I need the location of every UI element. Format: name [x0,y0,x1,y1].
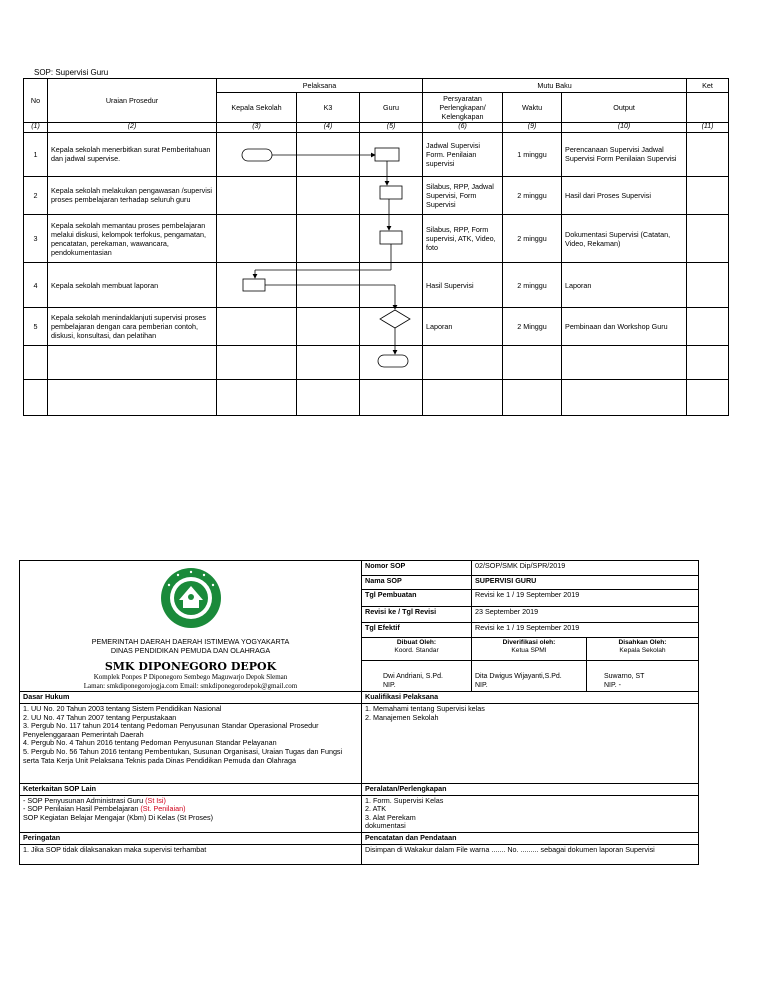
row-waktu: 2 minggu [503,263,562,307]
table-row [24,263,729,307]
row-waktu: 1 minggu [503,133,562,176]
peralatan-list [362,795,699,833]
header-kepala-sekolah: Kepala Sekolah [217,93,297,123]
list-item: 2. UU No. 47 Tahun 2007 tentang Perpustakaan [23,712,177,722]
signature-head-2: Diverifikasi oleh: Ketua SPMI [472,638,587,661]
field-value: Revisi ke 1 / 19 September 2019 [472,623,699,638]
header-persyaratan: Persyaratan Perlengkapan/ Kelengkapan [423,93,503,123]
org-line-2: DINAS PENDIDIKAN PEMUDA DAN OLAHRAGA [110,645,271,655]
signature-head-1: Dibuat Oleh: Koord. Standar [362,638,472,661]
header-pelaksana: Pelaksana [217,79,423,93]
col-number: (9) [503,123,562,133]
signature-name-2: Dita Dwigus Wijayanti,S.Pd. NIP. [472,660,587,691]
list-item: 5. Pergub No. 56 Tahun 2016 tentang Pembentukan, Susunan Organisasi, Uraian Tugas dan Fungsi serta Tata Kerja Unit Pelaksana Teknis pada Dinas Pendidikan Pemuda dan Olahraga [23,747,343,765]
row-output: Hasil dari Proses Supervisi [562,176,687,214]
header-mutu-baku: Mutu Baku [423,79,687,93]
row-persyaratan: Silabus, RPP, Jadwal Supervisi, Form Supervisi [423,176,503,214]
row-uraian: Kepala sekolah membuat laporan [48,263,217,307]
pencatatan-text: Disimpan di Wakakur dalam File warna ....... No. ......... sebagai dokumen laporan Supervisi [362,844,699,864]
row-uraian: Kepala sekolah memantau proses pembelajaran melalui diskusi, kelompok terfokus, pengamatan, pencatatan, perekaman, wawancara, pendokumentasian [48,215,217,263]
peringatan-title: Peringatan [20,833,362,845]
row-output: Perencanaan Supervisi Jadwal Supervisi Form Penilaian Supervisi [562,133,687,176]
header-ket: Ket [687,79,729,93]
field-value: 23 September 2019 [472,606,699,623]
col-number: (11) [687,123,729,133]
sop-identity-table [19,560,699,865]
row-uraian: Kepala sekolah menindaklanjuti supervisi proses pembelajaran dengan cara pemberian contoh, diskusi, konsultasi, dan pelatihan [48,307,217,345]
table-row-empty [24,346,729,379]
field-value: 02/SOP/SMK Dip/SPR/2019 [472,561,699,576]
row-waktu: 2 Minggu [503,307,562,345]
signature-name-3: Suwarno, ST NIP. - [587,660,699,691]
row-persyaratan: Jadwal Supervisi Form. Penilaian supervisi [423,133,503,176]
row-uraian: Kepala sekolah melakukan pengawasan /supervisi proses pembelajaran terhadap seluruh guru [48,176,217,214]
row-waktu: 2 minggu [503,215,562,263]
header-waktu: Waktu [503,93,562,123]
table-row-empty [24,379,729,415]
kualifikasi-title: Kualifikasi Pelaksana [362,692,699,704]
row-no: 4 [24,263,48,307]
org-line-1: PEMERINTAH DAERAH DAERAH ISTIMEWA YOGYAKARTA [91,637,290,646]
field-label: Nama SOP [362,575,472,590]
list-item: - SOP Penyusunan Administrasi Guru (St Isi) [23,795,166,805]
table-row [24,133,729,176]
list-item: 4. Pergub No. 4 Tahun 2016 tentang Pedoman Penyusunan Standar Pelayanan [23,738,277,748]
row-no: 2 [24,176,48,214]
row-persyaratan: Hasil Supervisi [423,263,503,307]
header-k3: K3 [297,93,360,123]
list-item: 3. Alat Perekam dokumentasi [365,812,416,831]
col-number: (1) [24,123,48,133]
school-address: Komplek Ponpes P Diponegoro Sembego Maguwarjo Depok Sleman [93,673,288,682]
list-item: 1. UU No. 20 Tahun 2003 tentang Sistem Pendidikan Nasional [23,703,222,713]
peringatan-text: 1. Jika SOP tidak dilaksanakan maka supervisi terhambat [20,844,362,864]
table-row [24,176,729,214]
field-label: Revisi ke / Tgl Revisi [362,606,472,623]
col-number: (10) [562,123,687,133]
list-item: 2. ATK [365,804,387,814]
row-no: 1 [24,133,48,176]
peralatan-title: Peralatan/Perlengkapan [362,783,699,795]
keterkaitan-list [20,795,362,833]
row-output: Pembinaan dan Workshop Guru [562,307,687,345]
kualifikasi-list [362,703,699,783]
row-output: Dokumentasi Supervisi (Catatan, Video, Rekaman) [562,215,687,263]
school-web: Laman: smkdiponegorojogja.com Email: smkdiponegorodepok@gmail.com [83,681,298,690]
header-guru: Guru [360,93,423,123]
col-number: (2) [48,123,217,133]
field-label: Tgl Pembuatan [362,590,472,607]
col-number: (5) [360,123,423,133]
col-number: (6) [423,123,503,133]
pencatatan-title: Pencatatan dan Pendataan [362,833,699,845]
sop-caption: SOP: Supervisi Guru [34,68,109,77]
row-no: 5 [24,307,48,345]
list-item: SOP Kegiatan Belajar Mengajar (Kbm) Di Kelas (St Proses) [23,812,214,822]
list-item: 2. Manajemen Sekolah [365,712,439,722]
field-value: Revisi ke 1 / 19 September 2019 [472,590,699,607]
row-waktu: 2 minggu [503,176,562,214]
row-no: 3 [24,215,48,263]
header-uraian: Uraian Prosedur [48,79,217,123]
row-uraian: Kepala sekolah menerbitkan surat Pemberitahuan dan jadwal supervise. [48,133,217,176]
list-item: 3. Pergub No. 117 tahun 2014 tentang Pedoman Penyusunan Standar Operasional Prosedur Penyelenggaraan Pemerintah Daerah [23,721,319,739]
col-number: (3) [217,123,297,133]
school-logo [159,566,223,630]
dasar-hukum-list [20,703,362,783]
header-ket-blank [687,93,729,123]
field-value: SUPERVISI GURU [472,575,699,590]
list-item: 1. Form. Supervisi Kelas [365,795,444,805]
header-no: No [24,79,48,123]
dasar-hukum-title: Dasar Hukum [20,692,362,704]
field-label: Nomor SOP [362,561,472,576]
row-output: Laporan [562,263,687,307]
sop-flow-table [23,78,729,416]
keterkaitan-title: Keterkaitan SOP Lain [20,783,362,795]
school-name: SMK DIPONEGORO DEPOK [104,660,277,674]
row-persyaratan: Silabus, RPP, Form supervisi, ATK, Video, foto [423,215,503,263]
header-output: Output [562,93,687,123]
signature-name-1: Dwi Andriani, S.Pd. NIP. [362,660,472,691]
field-label: Tgl Efektif [362,623,472,638]
list-item: - SOP Penilaian Hasil Pembelajaran (St. Penilaian) [23,804,186,814]
org-header [20,561,362,692]
col-number: (4) [297,123,360,133]
table-row [24,215,729,263]
table-row [24,307,729,345]
signature-head-3: Disahkan Oleh: Kepala Sekolah [587,638,699,661]
row-persyaratan: Laporan [423,307,503,345]
list-item: 1. Memahami tentang Supervisi kelas [365,703,485,713]
